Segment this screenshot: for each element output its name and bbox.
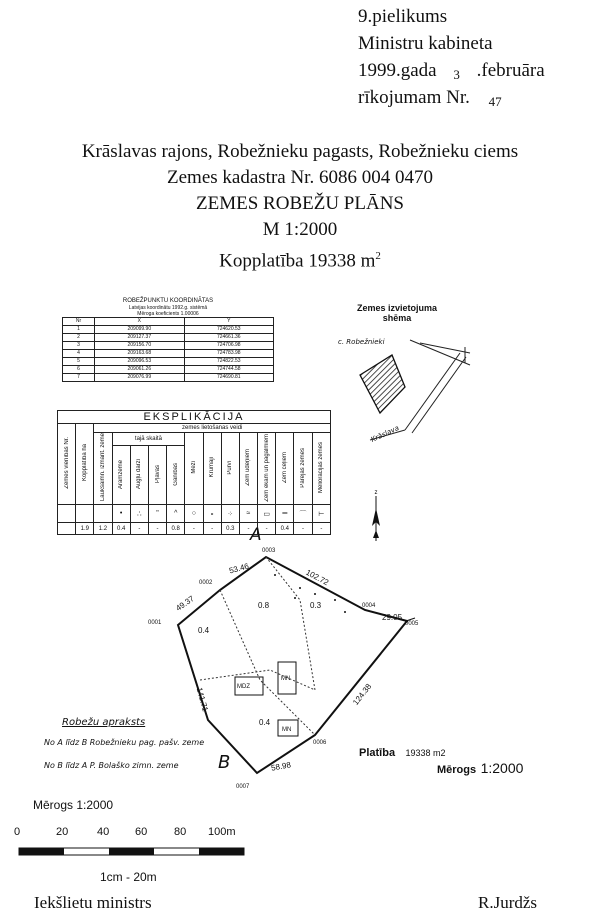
point-0006: 0006 (313, 740, 327, 746)
expl-col-1: Kopplatība ha (81, 444, 88, 482)
date-year: 1999.gada (358, 60, 437, 81)
cell: 209156.70 (95, 342, 184, 350)
distance-label: 102.72 (304, 567, 331, 588)
minister-title: Iekšlietu ministrs (34, 893, 152, 912)
coords-coefficient: Mēroga koeficients 1.00006 (137, 311, 199, 317)
scale-tick: 100m (208, 826, 236, 838)
internal-line (200, 670, 315, 690)
scheme-road (412, 357, 466, 433)
expl-col-5: Pļavas (154, 465, 161, 484)
expl-col-3: Aramzeme (118, 459, 125, 489)
cell: 3 (63, 342, 95, 350)
internal-line (220, 590, 315, 735)
appendix-label: 9.pielikums (358, 6, 448, 27)
cell: - (294, 523, 312, 535)
cell: 724620.53 (184, 326, 273, 334)
order-label: rīkojumam Nr. (358, 87, 470, 108)
cell: 1.2 (94, 523, 112, 535)
area-label: 0.4 (259, 718, 271, 727)
table-row (63, 358, 274, 366)
scale-tick: 20 (56, 826, 69, 838)
area-label: 0.8 (258, 601, 270, 610)
scale-bar-label: Mērogs 1:2000 (33, 798, 114, 812)
date-month: .februāra (476, 60, 545, 81)
explication-table (57, 423, 331, 535)
date-day: 3 (453, 67, 460, 82)
expl-col-12: Zem ceļiem (281, 451, 288, 483)
cell: 724690.81 (184, 374, 273, 382)
table-row (63, 334, 274, 342)
parcel-boundary (178, 557, 407, 773)
area-unit-sup: 2 (375, 250, 381, 262)
table-row (63, 350, 274, 358)
cell: - (185, 523, 203, 535)
cell: - (203, 523, 221, 535)
cell: 6 (63, 366, 95, 374)
expl-col-0: Zemes vienības Nr. (63, 437, 70, 489)
cell: 724744.58 (184, 366, 273, 374)
distance-label: 124.38 (351, 682, 374, 707)
scale-tick: 0 (14, 826, 21, 838)
expl-col-8: Krūmāji (209, 457, 216, 478)
explication-title: EKSPLIKĀCIJA (57, 410, 331, 423)
distance-label: 49.37 (174, 594, 196, 613)
location-scheme-map (320, 325, 480, 450)
scale-tick: 80 (174, 826, 187, 838)
building-label: MN (282, 727, 292, 733)
expl-sub2: tajā skaitā (112, 433, 185, 446)
boundary-legend-line1: No A līdz B Robežnieku pag. pašv. zeme (44, 738, 205, 747)
distance-label: 58.98 (270, 760, 292, 773)
table-row (63, 342, 274, 350)
cell: - (258, 523, 276, 535)
minister-name: R.Jurdžs (478, 893, 538, 912)
scale-info (437, 760, 523, 778)
explication-block (57, 410, 331, 535)
expl-col-13: Pārējās zemes (300, 447, 307, 488)
area-info-value: 19338 m2 (405, 748, 446, 758)
cell: 209061.26 (95, 366, 184, 374)
cell: 209127.37 (95, 334, 184, 342)
cell: 724822.53 (184, 358, 273, 366)
order-number: 47 (488, 94, 502, 109)
cabinet-label: Ministru kabineta (358, 33, 493, 54)
date-line (358, 58, 545, 85)
cell: 0.4 (276, 523, 294, 535)
coords-header-nr: Nr (63, 318, 95, 326)
cell: 724706.98 (184, 342, 273, 350)
cell: - (239, 523, 257, 535)
distance-label: 29.05 (382, 613, 403, 622)
distance-label: 141.71 (194, 686, 210, 713)
expl-col-4: Augļu dārzi (136, 459, 143, 490)
point-0004: 0004 (362, 603, 376, 609)
table-row (63, 374, 274, 382)
scheme-title-line1: Zemes izvietojuma (356, 303, 438, 313)
plan-title: ZEMES ROBEŽU PLĀNS (196, 193, 404, 214)
cell: 1 (63, 326, 95, 334)
cell: - (312, 523, 330, 535)
svg-text:z: z (374, 490, 378, 496)
cell: 209076.99 (95, 374, 184, 382)
scheme-road (370, 430, 405, 440)
cell: 5 (63, 358, 95, 366)
cell: 209163.68 (95, 350, 184, 358)
area-info (359, 743, 446, 761)
coordinates-table-block (62, 298, 274, 382)
coords-header-x: X (95, 318, 184, 326)
cell: 209099.90 (95, 326, 184, 334)
scheme-parcel (360, 355, 405, 413)
cadastre-number: Zemes kadastra Nr. 6086 004 0470 (167, 167, 433, 188)
cell: 209096.53 (95, 358, 184, 366)
coords-system: Latvijas koordinātu 1992.g. sistēmā (128, 305, 208, 311)
scheme-village-label: c. Robežnieki (338, 338, 385, 346)
scheme-title (332, 303, 462, 323)
point-b-label: B (218, 752, 231, 773)
cell (58, 523, 76, 535)
scale-info-label: Mērogs (437, 764, 477, 776)
expl-col-11: Zem ēkām un pagalmiem (263, 433, 270, 502)
scheme-title-line2: shēma (382, 313, 412, 323)
point-a-label: A (250, 525, 262, 545)
area-info-label: Platība (359, 747, 396, 759)
total-area-label: Kopplatība 19338 m (219, 250, 376, 272)
table-row (63, 326, 274, 334)
cell: 2 (63, 334, 95, 342)
expl-col-6: Ganības (172, 462, 179, 486)
plan-scale: M 1:2000 (262, 219, 338, 240)
scale-tick: 40 (97, 826, 110, 838)
cell: 724661.36 (184, 334, 273, 342)
cell: - (130, 523, 148, 535)
point-0003: 0003 (262, 548, 276, 554)
coords-title: ROBEŽPUNKTU KOORDINĀTAS (122, 298, 214, 304)
coordinates-table (62, 317, 274, 382)
area-label: 0.3 (310, 601, 322, 610)
expl-subtitle: zemes lietošanas veidi (94, 424, 331, 433)
scale-bar (18, 845, 248, 859)
cell: 0.8 (167, 523, 185, 535)
scale-info-value: 1:2000 (480, 760, 524, 776)
scheme-road (410, 340, 470, 365)
point-0001: 0001 (148, 620, 162, 626)
area-label: 0.4 (198, 626, 210, 635)
expl-col-9: Purvi (227, 460, 234, 475)
expl-col-10: Zem ūdeņiem (245, 449, 252, 486)
cell: 0.4 (112, 523, 130, 535)
cell: 724783.98 (184, 350, 273, 358)
coords-header-y: Y (184, 318, 273, 326)
cell: 1.9 (76, 523, 94, 535)
scheme-road (405, 353, 460, 430)
scheme-road-label: Krāslava (369, 424, 401, 444)
point-0007: 0007 (236, 784, 250, 790)
cell: - (148, 523, 166, 535)
expl-symbol-row: • ∴ " ^ ○ ∘ ⁘ ≈ ▭ ═ ⌒ ⊢ (58, 505, 331, 523)
boundary-legend-title: Robežu apraksts (62, 717, 146, 728)
total-area (0, 243, 600, 274)
location-title: Krāslavas rajons, Robežnieku pagasts, Robežnieku ciems (81, 141, 519, 162)
building-label: MDZ (237, 684, 250, 690)
expl-col-2: Lauksaimn. izmant. zeme (99, 433, 106, 502)
boundary-legend-line2: No B līdz A P. Bolaško zimn. zeme (44, 761, 179, 770)
point-0002: 0002 (199, 580, 213, 586)
building-label: MN (281, 676, 291, 682)
expl-col-7: Meži (190, 461, 197, 474)
scale-tick: 60 (135, 826, 148, 838)
point-0005: 0005 (405, 621, 419, 627)
cell: 4 (63, 350, 95, 358)
distance-label: 53.46 (228, 561, 250, 576)
table-row (63, 366, 274, 374)
expl-col-14: Meliorācijas zemes (318, 441, 325, 493)
scale-cm-note: 1cm - 20m (100, 870, 157, 884)
cell: 7 (63, 374, 95, 382)
order-line (358, 85, 502, 112)
cell: 0.3 (221, 523, 239, 535)
scheme-road (420, 343, 470, 353)
